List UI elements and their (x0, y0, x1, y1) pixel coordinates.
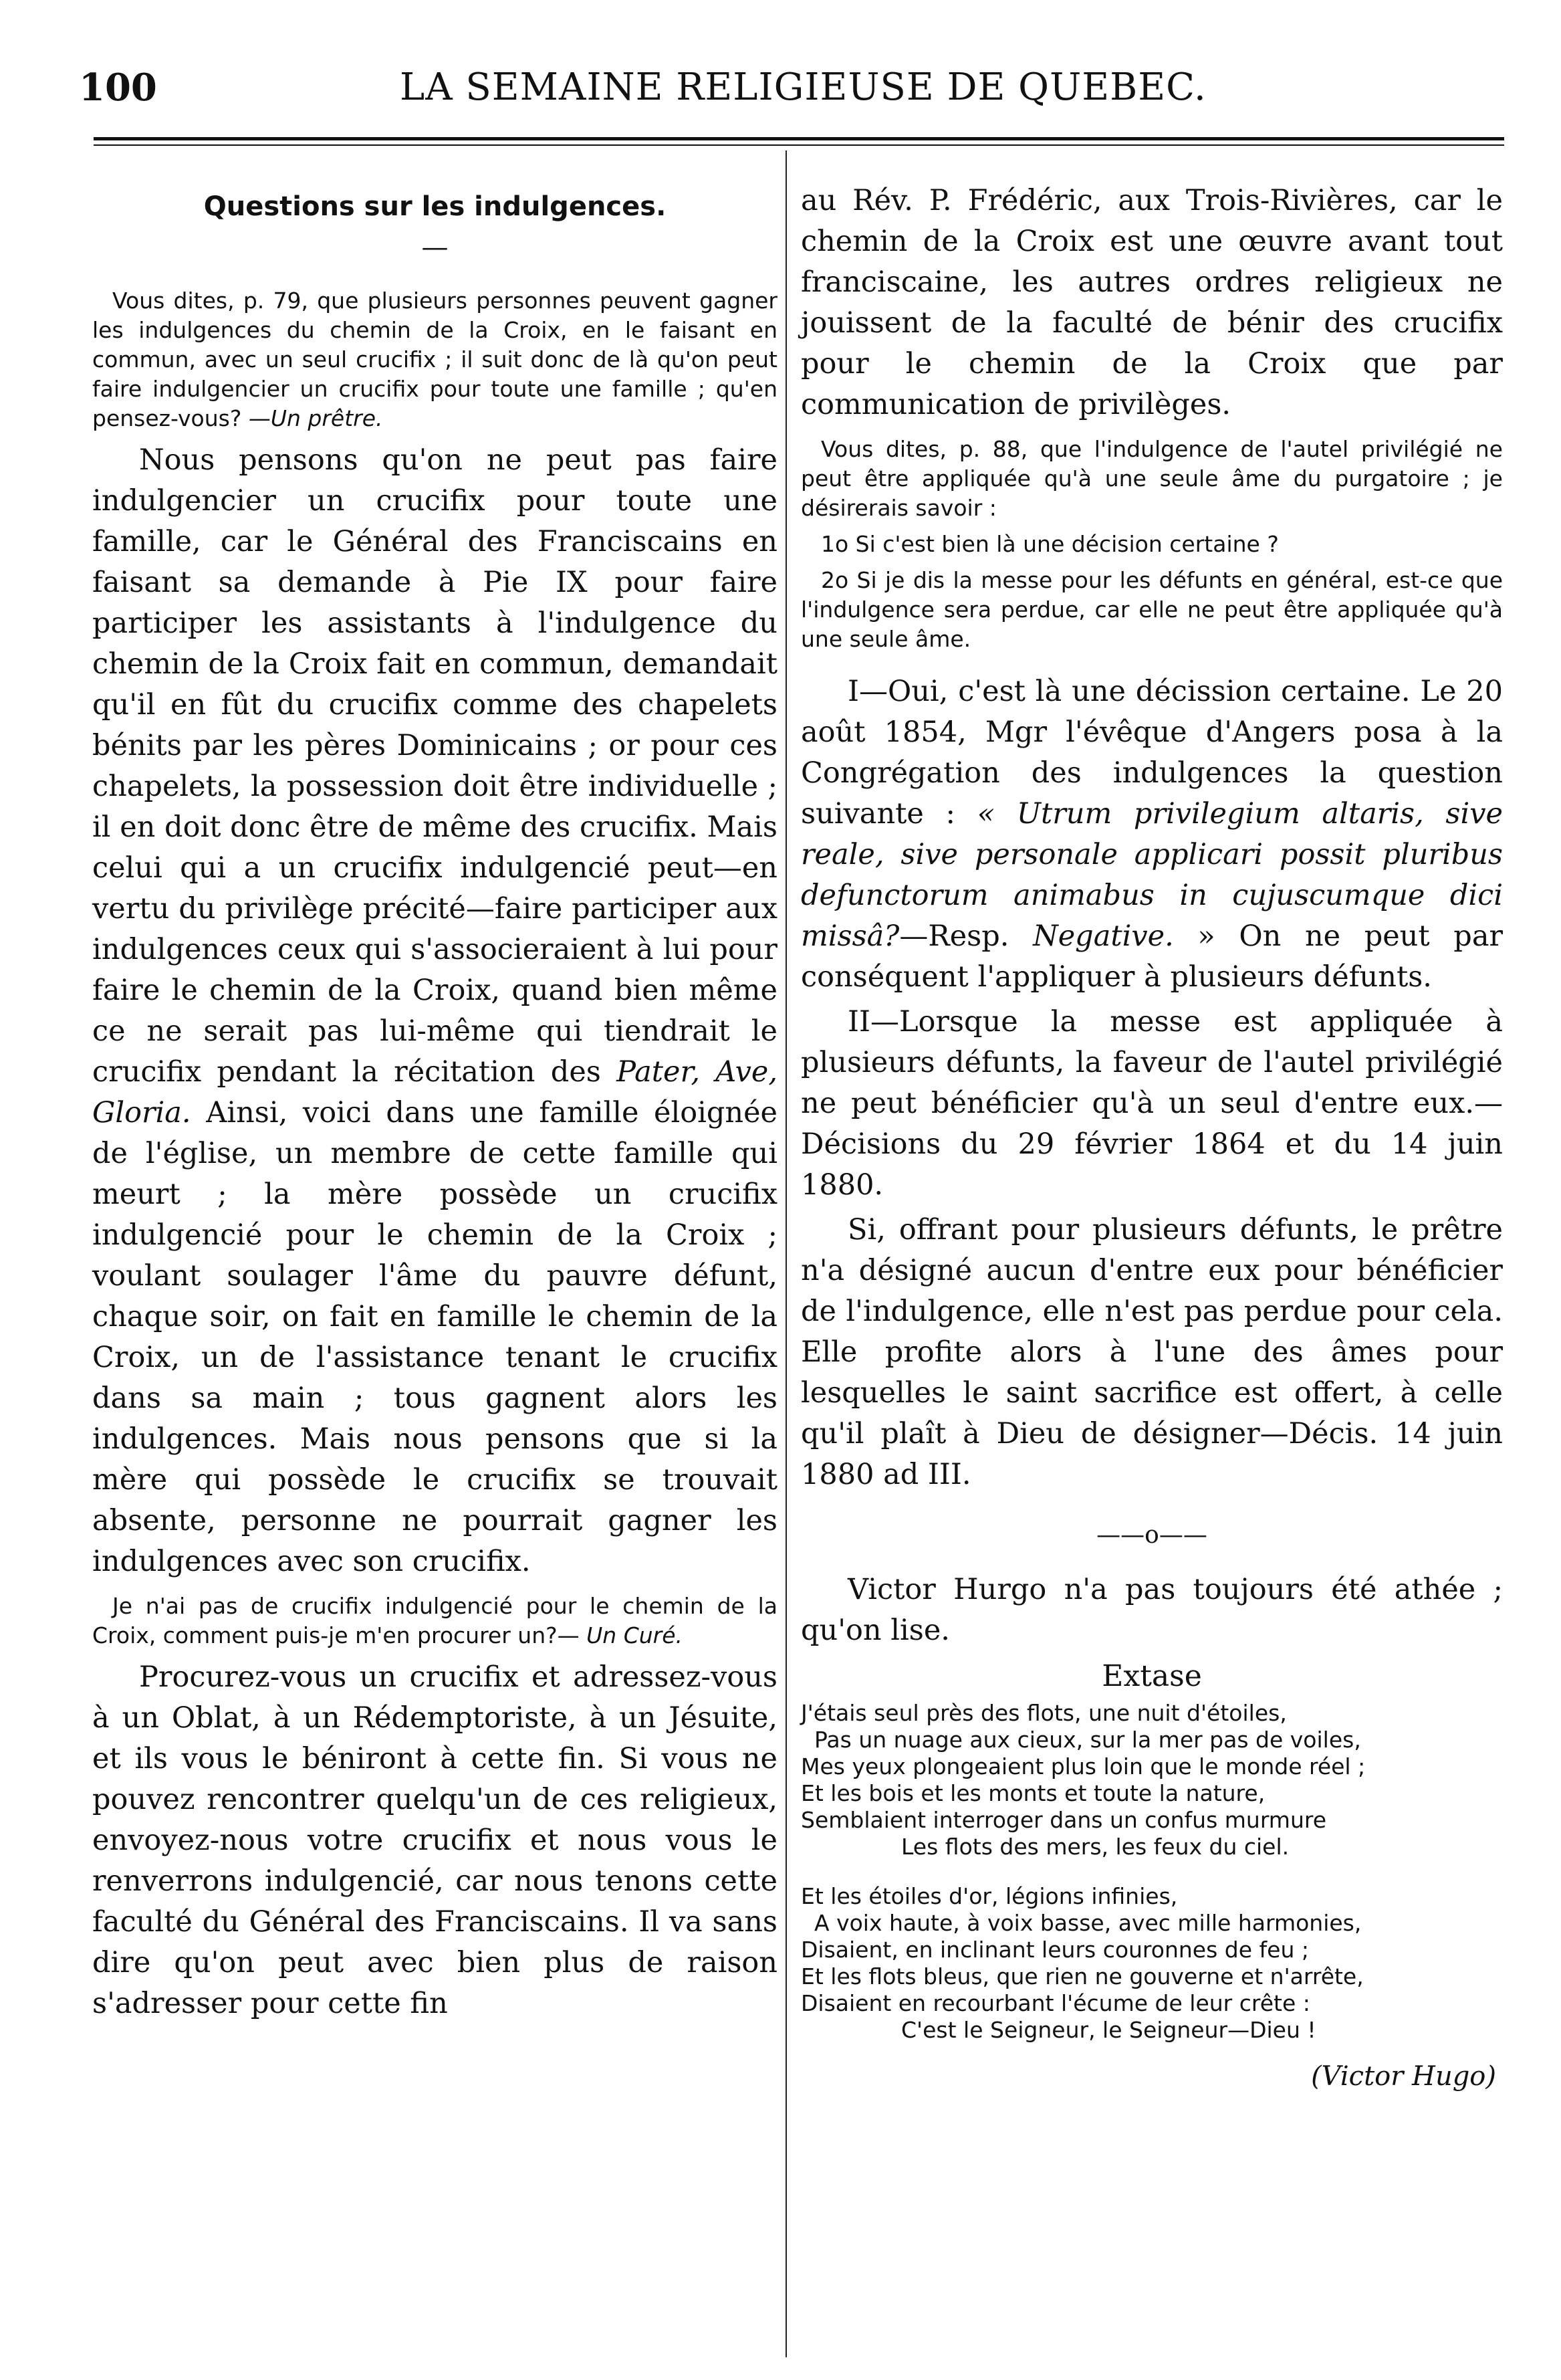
question-3: Vous dites, p. 88, que l'indulgence de l'autel privilégié ne peut être appliquée qu'à une seule âme du purgatoire ; je désirerais savoir : (801, 436, 1503, 521)
answer-3-negative: Negative. (1033, 919, 1174, 953)
answer-3-part-2: II—Lorsque la messe est appliquée à plusieurs défunts, la faveur de l'autel privilégié ne peut bénéficier qu'à un seul d'entre eux.— Décisions du 29 février 1864 et du 14 juin 1880. (801, 1005, 1503, 1202)
question-2-signature: Un Curé. (586, 1622, 683, 1648)
question-2-text: Je n'ai pas de crucifix indulgencié pour le chemin de la Croix, comment puis-je m'en procurer un?— (92, 1593, 777, 1648)
question-2 (92, 1592, 777, 1650)
answer-1-text: Nous pensons qu'on ne peut pas faire indulgencier un crucifix pour toute une famille, car le Général des Franciscains en faisant sa demande à Pie IX pour faire participer les assistants à l'indulgence du chemin de la Croix fait en commun, demandait qu'il en fût du crucifix comme des chapelets bénits par les pères Dominicains ; or pour ces chapelets, la possession doit être individuelle ; il en doit donc être de même des crucifix. Mais celui qui a un crucifix indulgencié peut—en vertu du privilège précité—faire participer aux indulgences ceux qui s'associeraient à lui pour faire le chemin de la Croix, quand bien même ce ne serait pas lui-même qui tiendrait le crucifix pendant la récitation des (92, 443, 777, 1089)
running-header (79, 66, 1503, 139)
answer-3-part-1 (801, 671, 1503, 998)
question-1-text: Vous dites, p. 79, que plusieurs personnes peuvent gagner les indulgences du chemin de la Croix, en le faisant en commun, avec un seul crucifix ; il suit donc de là qu'on peut faire indulgencier un crucifix pour toute une famille ; qu'en pensez-vous? (92, 288, 777, 431)
question-1 (92, 286, 777, 433)
section-separator: ——o—— (1096, 1521, 1207, 1549)
poem-line: Les flots des mers, les feux du ciel. (901, 1834, 1290, 1860)
question-1-signature: —Un prêtre. (248, 405, 383, 431)
poem-line: A voix haute, à voix basse, avec mille harmonies, (814, 1910, 1362, 1936)
right-column (801, 181, 1503, 2096)
poem-title: Extase (1102, 1659, 1202, 1693)
title-dash: — (421, 232, 449, 263)
header-rule-thick (94, 137, 1504, 140)
poem (801, 1700, 1503, 2044)
section-title: Questions sur les indulgences. (203, 191, 667, 222)
header-rule-thin (94, 144, 1504, 146)
poem-line: C'est le Seigneur, le Seigneur—Dieu ! (901, 2017, 1316, 2043)
question-3-item-2: 2o Si je dis la messe pour les défunts en général, est-ce que l'indulgence sera perdue, car elle ne peut être appliquée qu'à une seule âme. (801, 567, 1503, 652)
answer-3-part-1-text: I—Oui, c'est là une décission certaine. Le 20 août 1854, Mgr l'évêque d'Angers posa à la Congrégation des indulgences la question suivante : (801, 675, 1503, 831)
poem-line: Disaient, en inclinant leurs couronnes de feu ; (801, 1937, 1309, 1963)
poem-line: Et les bois et les monts et toute la nature, (801, 1780, 1266, 1806)
running-title: LA SEMAINE RELIGIEUSE DE QUEBEC. (400, 66, 1207, 109)
answer-3-latin-question: « Utrum privilegium altaris, sive reale, sive personale applicari possit pluribus defunctorum animabus in cujuscumque dici missâ? (801, 797, 1503, 953)
stanza-gap (801, 1860, 1503, 1883)
hugo-intro: Victor Hurgo n'a pas toujours été athée ; qu'on lise. (801, 1573, 1503, 1647)
answer-1-prayers: Pater, Ave, Gloria. (92, 1055, 778, 1129)
poem-line: Et les étoiles d'or, légions infinies, (801, 1883, 1178, 1909)
question-3-item-1: 1o Si c'est bien là une décision certaine ? (821, 531, 1279, 557)
left-column (92, 181, 777, 2028)
poem-line: Disaient en recourbant l'écume de leur crête : (801, 1990, 1310, 2016)
answer-3-part-3: Si, offrant pour plusieurs défunts, le prêtre n'a désigné aucun d'entre eux pour bénéficier de l'indulgence, elle n'est pas perdue pour cela. Elle profite alors à l'une des âmes pour lesquelles le saint sacrifice est offert, à celle qu'il plaît à Dieu de désigner—Décis. 14 juin 1880 ad III. (801, 1213, 1503, 1491)
answer-3-part-1-end: » On ne peut par conséquent l'appliquer à plusieurs défunts. (801, 919, 1504, 994)
answer-1 (92, 440, 777, 1582)
poem-line: Semblaient interroger dans un confus murmure (801, 1807, 1327, 1833)
poem-line: Et les flots bleus, que rien ne gouverne et n'arrête, (801, 1963, 1364, 1989)
poem-line: Mes yeux plongeaient plus loin que le monde réel ; (801, 1753, 1366, 1779)
answer-3-resp: —Resp. (899, 919, 1009, 953)
answer-2: Procurez-vous un crucifix et adressez-vous à un Oblat, à un Rédemptoriste, à un Jésuite, et ils vous le béniront à cette fin. Si vous ne pouvez rencontrer quelqu'un de ces religieux, envoyez-nous votre crucifix et nous vous le renverrons indulgencié, car nous tenons cette faculté du Général des Franciscains. Il va sans dire qu'on peut avec bien plus de raison s'adresser pour cette fin (92, 1660, 777, 2020)
answer-2-continuation: au Rév. P. Frédéric, aux Trois-Rivières, car le chemin de la Croix est une œuvre avant tout franciscaine, les autres ordres religieux ne jouissent de la faculté de bénir des crucifix pour le chemin de la Croix que par communication de privilèges. (801, 184, 1503, 421)
column-divider (786, 150, 787, 2357)
poem-line: J'étais seul près des flots, une nuit d'étoiles, (801, 1700, 1287, 1726)
answer-1-continuation: Ainsi, voici dans une famille éloignée de l'église, un membre de cette famille qui meurt ; la mère possède un crucifix indulgencié pour le chemin de la Croix ; voulant soulager l'âme du pauvre défunt, chaque soir, on fait en famille le chemin de la Croix, un de l'assistance tenant le crucifix dans sa main ; tous gagnent alors les indulgences. Mais nous pensons que si la mère qui possède le crucifix se trouvait absente, personne ne pourrait gagner les indulgences avec son crucifix. (92, 1096, 778, 1578)
poem-attribution: (Victor Hugo) (1311, 2061, 1496, 2092)
poem-line: Pas un nuage aux cieux, sur la mer pas de voiles, (814, 1727, 1361, 1753)
page-number: 100 (79, 66, 157, 110)
